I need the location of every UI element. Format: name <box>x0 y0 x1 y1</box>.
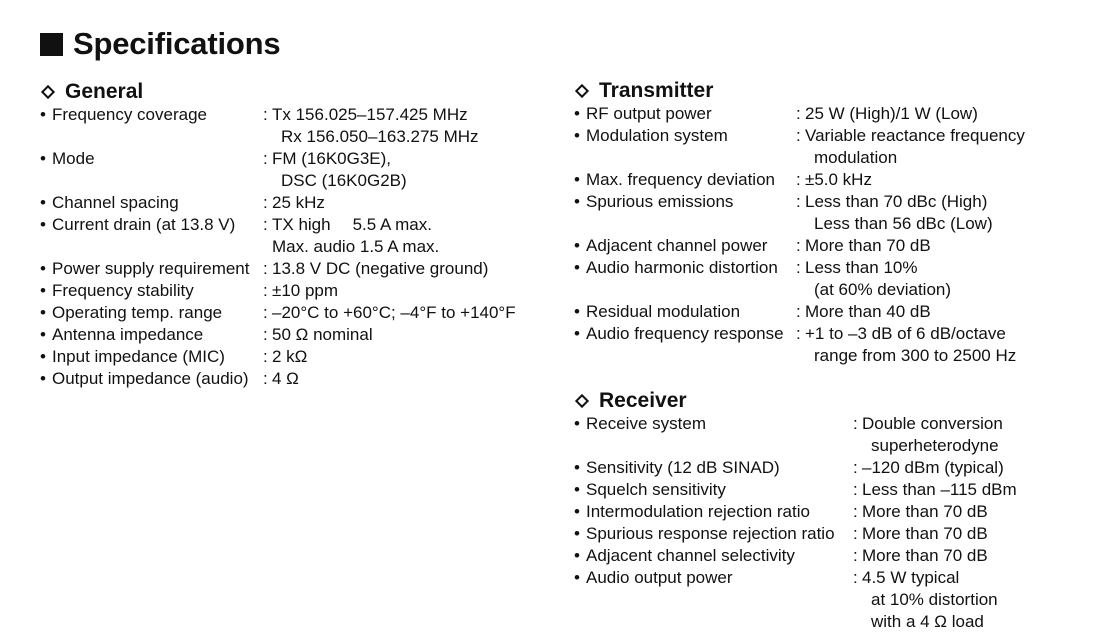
spec-value-line: 13.8 V DC (negative ground) <box>272 259 489 278</box>
spec-row <box>574 457 1017 479</box>
spec-value-text: TX high <box>272 215 331 234</box>
colon-separator: : <box>263 347 268 366</box>
spec-value <box>272 192 325 214</box>
colon-separator: : <box>796 258 801 277</box>
spec-label-text: Intermodulation rejection ratio <box>586 502 810 521</box>
spec-value <box>862 457 1004 479</box>
spec-value <box>272 148 407 192</box>
transmitter-section <box>574 79 1025 367</box>
spec-row <box>40 302 516 324</box>
spec-value-line: Less than 70 dBc (High) <box>805 192 988 211</box>
spec-value-line: at 10% distortion <box>871 590 998 609</box>
spec-label-text: Max. frequency deviation <box>586 170 775 189</box>
spec-value <box>862 501 988 523</box>
spec-value <box>805 323 1016 367</box>
spec-label-text: Adjacent channel selectivity <box>586 546 795 565</box>
colon-separator: : <box>796 126 801 145</box>
spec-row <box>574 567 1017 633</box>
spec-label <box>574 413 853 457</box>
bullet-icon: • <box>574 302 580 321</box>
spec-label-text: Modulation system <box>586 126 728 145</box>
spec-value <box>805 301 931 323</box>
spec-value <box>272 368 299 390</box>
bullet-icon: • <box>574 524 580 543</box>
spec-value-line: –20°C to +60°C; –4°F to +140°F <box>272 303 516 322</box>
spec-value <box>272 302 516 324</box>
spec-label-text: Operating temp. range <box>52 303 223 322</box>
spec-value-line: More than 70 dB <box>862 546 988 565</box>
receiver-heading-text: Receiver <box>599 389 687 412</box>
spec-row <box>40 148 516 192</box>
bullet-icon: • <box>574 192 580 211</box>
spec-label-text: Residual modulation <box>586 302 741 321</box>
spec-label <box>40 280 263 302</box>
spec-value-line <box>272 214 439 236</box>
bullet-icon: • <box>574 258 580 277</box>
colon-separator: : <box>263 325 268 344</box>
spec-value-line: DSC (16K0G2B) <box>281 171 407 190</box>
spec-row <box>574 523 1017 545</box>
spec-label <box>574 523 853 545</box>
spec-row <box>40 104 516 148</box>
spec-value <box>272 346 307 368</box>
spec-value-line: modulation <box>814 148 898 167</box>
spec-value <box>272 324 373 346</box>
spec-row <box>574 235 1025 257</box>
spec-value-line: Double conversion <box>862 414 1003 433</box>
spec-value-line: superheterodyne <box>871 436 999 455</box>
colon-separator: : <box>796 302 801 321</box>
spec-row <box>574 323 1025 367</box>
spec-value-line: –120 dBm (typical) <box>862 458 1004 477</box>
spec-value-line: More than 70 dB <box>805 236 931 255</box>
spec-value <box>805 125 1025 169</box>
spec-label-text: Frequency stability <box>52 281 194 300</box>
bullet-icon: • <box>40 193 46 212</box>
spec-label-text: Input impedance (MIC) <box>52 347 225 366</box>
spec-row <box>574 301 1025 323</box>
spec-value <box>862 567 998 633</box>
spec-label <box>40 302 263 324</box>
spec-row <box>574 413 1017 457</box>
spec-value-line: Max. audio 1.5 A max. <box>272 237 440 256</box>
spec-label-text: Audio output power <box>586 568 733 587</box>
colon-separator: : <box>263 281 268 300</box>
general-heading <box>40 80 516 104</box>
spec-label-text: Mode <box>52 149 95 168</box>
spec-row <box>574 169 1025 191</box>
colon-separator: : <box>796 192 801 211</box>
spec-value-line: 50 Ω nominal <box>272 325 373 344</box>
colon-separator: : <box>853 502 858 521</box>
spec-label-text: Current drain (at 13.8 V) <box>52 215 236 234</box>
spec-row <box>574 501 1017 523</box>
spec-label <box>574 545 853 567</box>
diamond-icon <box>41 85 55 99</box>
colon-separator: : <box>853 414 858 433</box>
spec-row <box>574 479 1017 501</box>
spec-label-text: Sensitivity (12 dB SINAD) <box>586 458 780 477</box>
spec-label <box>574 257 796 301</box>
spec-value-line: FM (16K0G3E), <box>272 149 392 168</box>
spec-value-line: 2 kΩ <box>272 347 308 366</box>
receiver-section <box>574 389 1017 633</box>
spec-row <box>40 214 516 258</box>
colon-separator: : <box>796 104 801 123</box>
bullet-icon: • <box>40 325 46 344</box>
transmitter-heading-text: Transmitter <box>599 79 714 102</box>
diamond-icon <box>575 84 589 98</box>
spec-label-text: Receive system <box>586 414 706 433</box>
spec-label-text: Spurious response rejection ratio <box>586 524 835 543</box>
bullet-icon: • <box>40 281 46 300</box>
colon-separator: : <box>853 568 858 587</box>
spec-value <box>272 258 488 280</box>
spec-value-line: Less than 56 dBc (Low) <box>814 214 993 233</box>
spec-label-text: Channel spacing <box>52 193 179 212</box>
spec-row <box>574 191 1025 235</box>
spec-label-text: Spurious emissions <box>586 192 734 211</box>
bullet-icon: • <box>40 215 46 234</box>
bullet-icon: • <box>574 236 580 255</box>
bullet-icon: • <box>574 104 580 123</box>
spec-label <box>574 235 796 257</box>
spec-value-line: More than 40 dB <box>805 302 931 321</box>
spec-row <box>40 368 516 390</box>
spec-label <box>40 346 263 368</box>
colon-separator: : <box>263 149 268 168</box>
spec-value <box>272 104 479 148</box>
spec-value-line: range from 300 to 2500 Hz <box>814 346 1017 365</box>
transmitter-heading <box>574 79 1025 103</box>
diamond-icon <box>575 394 589 408</box>
spec-row <box>574 103 1025 125</box>
bullet-icon: • <box>574 568 580 587</box>
spec-value-line: with a 4 Ω load <box>871 612 984 631</box>
spec-value <box>805 235 931 257</box>
spec-row <box>40 258 516 280</box>
colon-separator: : <box>853 546 858 565</box>
spec-row <box>574 545 1017 567</box>
general-section <box>40 80 516 390</box>
colon-separator: : <box>263 369 268 388</box>
bullet-icon: • <box>574 324 580 343</box>
spec-value <box>805 257 951 301</box>
bullet-icon: • <box>40 369 46 388</box>
spec-label <box>40 214 263 258</box>
receiver-heading <box>574 389 1017 413</box>
spec-value-line: Rx 156.050–163.275 MHz <box>281 127 479 146</box>
spec-label <box>574 103 796 125</box>
spec-value-line: Variable reactance frequency <box>805 126 1025 145</box>
spec-row <box>574 257 1025 301</box>
spec-row <box>40 324 516 346</box>
spec-label <box>40 192 263 214</box>
page-title-text: Specifications <box>73 26 281 61</box>
spec-value-line: (at 60% deviation) <box>814 280 952 299</box>
spec-label <box>574 169 796 191</box>
bullet-icon: • <box>40 105 46 124</box>
spec-label-text: Adjacent channel power <box>586 236 768 255</box>
spec-value <box>862 545 988 567</box>
spec-value-line: 25 kHz <box>272 193 325 212</box>
bullet-icon: • <box>574 458 580 477</box>
spec-row <box>40 280 516 302</box>
bullet-icon: • <box>574 502 580 521</box>
spec-value <box>862 413 1003 457</box>
colon-separator: : <box>853 524 858 543</box>
bullet-icon: • <box>574 170 580 189</box>
spec-label <box>574 479 853 501</box>
spec-label <box>574 191 796 235</box>
spec-label <box>40 258 263 280</box>
spec-value <box>272 214 439 258</box>
colon-separator: : <box>263 193 268 212</box>
spec-label <box>574 323 796 367</box>
bullet-icon: • <box>40 347 46 366</box>
colon-separator: : <box>796 236 801 255</box>
spec-value-line: ±5.0 kHz <box>805 170 872 189</box>
spec-value-line: ±10 ppm <box>272 281 339 300</box>
spec-label-text: Power supply requirement <box>52 259 250 278</box>
bullet-icon: • <box>40 149 46 168</box>
spec-label <box>40 368 263 390</box>
spec-value-line: +1 to –3 dB of 6 dB/octave <box>805 324 1006 343</box>
spec-value-line: 4 Ω <box>272 369 299 388</box>
spec-value <box>805 191 993 235</box>
spec-value <box>805 169 872 191</box>
bullet-icon: • <box>40 259 46 278</box>
spec-value <box>272 280 338 302</box>
spec-label <box>574 457 853 479</box>
spec-label <box>574 567 853 633</box>
bullet-icon: • <box>40 303 46 322</box>
spec-value-text: 5.5 A max. <box>352 215 432 234</box>
spec-value-line: 4.5 W typical <box>862 568 960 587</box>
square-bullet-icon <box>40 33 63 56</box>
bullet-icon: • <box>574 546 580 565</box>
spec-row <box>40 192 516 214</box>
spec-row <box>574 125 1025 169</box>
bullet-icon: • <box>574 414 580 433</box>
spec-label-text: Squelch sensitivity <box>586 480 726 499</box>
spec-value <box>862 523 988 545</box>
spec-value-line: Less than –115 dBm <box>862 480 1017 499</box>
spec-value-line: More than 70 dB <box>862 502 988 521</box>
spec-row <box>40 346 516 368</box>
spec-value <box>862 479 1017 501</box>
spec-label-text: Frequency coverage <box>52 105 207 124</box>
spec-label <box>40 104 263 148</box>
colon-separator: : <box>853 458 858 477</box>
spec-label <box>40 324 263 346</box>
spec-value-line: Tx 156.025–157.425 MHz <box>272 105 468 124</box>
spec-label-text: Audio harmonic distortion <box>586 258 778 277</box>
colon-separator: : <box>263 259 268 278</box>
page-title <box>40 24 280 64</box>
colon-separator: : <box>263 303 268 322</box>
spec-label-text: Output impedance (audio) <box>52 369 249 388</box>
spec-value-line: More than 70 dB <box>862 524 988 543</box>
spec-value-line: Less than 10% <box>805 258 918 277</box>
spec-label-text: Antenna impedance <box>52 325 204 344</box>
colon-separator: : <box>853 480 858 499</box>
colon-separator: : <box>796 170 801 189</box>
spec-value <box>805 103 978 125</box>
bullet-icon: • <box>574 480 580 499</box>
general-heading-text: General <box>65 80 144 103</box>
spec-label-text: Audio frequency response <box>586 324 784 343</box>
spec-label <box>574 301 796 323</box>
colon-separator: : <box>263 215 268 234</box>
colon-separator: : <box>796 324 801 343</box>
spec-label-text: RF output power <box>586 104 712 123</box>
spec-value-line: 25 W (High)/1 W (Low) <box>805 104 978 123</box>
colon-separator: : <box>263 105 268 124</box>
spec-label <box>574 501 853 523</box>
spec-label <box>40 148 263 192</box>
spec-label <box>574 125 796 169</box>
bullet-icon: • <box>574 126 580 145</box>
